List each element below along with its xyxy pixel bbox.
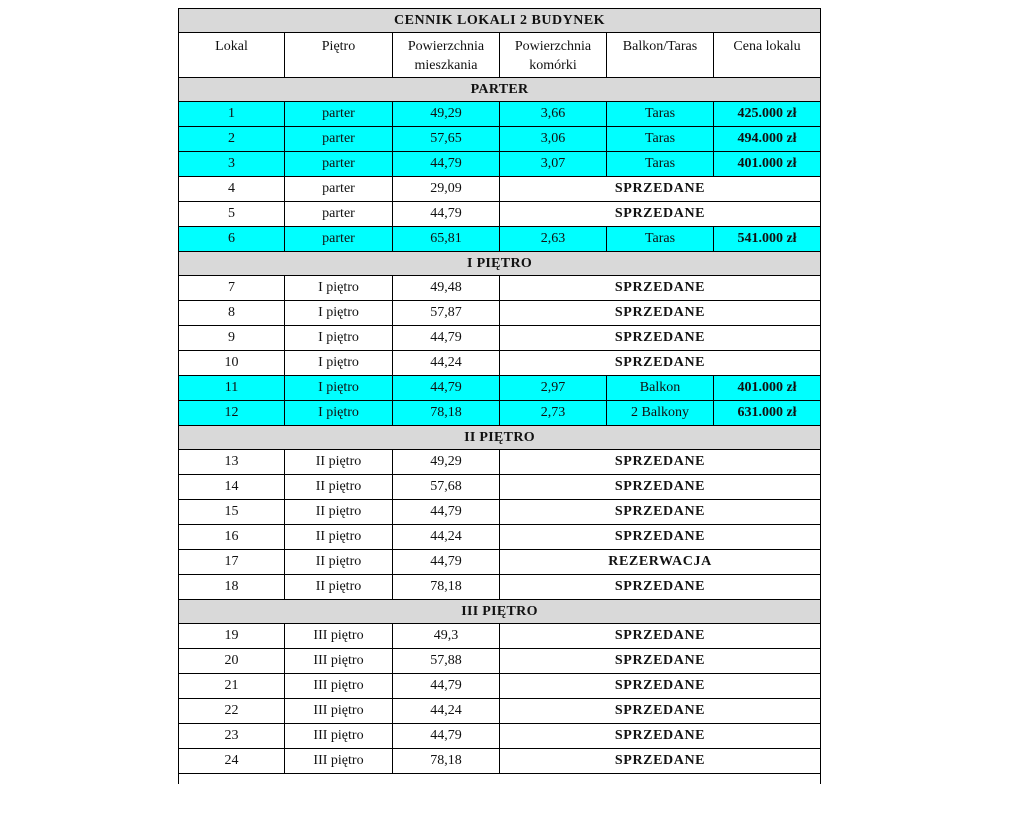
cell-powierzchnia: 44,24 [393,525,500,550]
cell-powierzchnia: 49,48 [393,276,500,301]
cell-lokal: 16 [179,525,285,550]
cell-status: SPRZEDANE [500,326,821,351]
cell-balkon-taras: Taras [607,102,714,127]
available-unit-row [179,152,821,177]
cell-lokal: 9 [179,326,285,351]
cell-status: SPRZEDANE [500,301,821,326]
cell-komorka: 2,73 [500,401,607,426]
cell-powierzchnia: 44,24 [393,699,500,724]
cell-pietro: II piętro [285,550,393,575]
cell-status: SPRZEDANE [500,699,821,724]
cell-status: SPRZEDANE [500,500,821,525]
cell-status: SPRZEDANE [500,276,821,301]
header-text-line: Powierzchnia [514,39,592,54]
cell-status: SPRZEDANE [500,202,821,227]
header-pietro [285,33,393,78]
cell-lokal: 14 [179,475,285,500]
cell-pietro: I piętro [285,351,393,376]
cell-powierzchnia: 44,24 [393,351,500,376]
cell-status: SPRZEDANE [500,649,821,674]
unavailable-unit-row [179,326,821,351]
cell-balkon-taras: Taras [607,152,714,177]
cell-status: REZERWACJA [500,550,821,575]
cell-status: SPRZEDANE [500,749,821,774]
cell-lokal: 21 [179,674,285,699]
unavailable-unit-row [179,177,821,202]
cell-cena: 494.000 zł [714,127,821,152]
section-header-row [179,252,821,276]
cell-powierzchnia: 44,79 [393,202,500,227]
cell-powierzchnia: 44,79 [393,152,500,177]
cell-status: SPRZEDANE [500,624,821,649]
cell-cena: 401.000 zł [714,376,821,401]
cell-pietro: II piętro [285,475,393,500]
cell-komorka: 3,66 [500,102,607,127]
cell-lokal: 15 [179,500,285,525]
table-continuation-cell [179,774,821,785]
unavailable-unit-row [179,575,821,600]
cell-status: SPRZEDANE [500,177,821,202]
header-text-line: mieszkania [414,58,478,73]
cell-lokal: 8 [179,301,285,326]
price-table-body [179,9,821,785]
cell-pietro: III piętro [285,624,393,649]
cell-lokal: 10 [179,351,285,376]
available-unit-row [179,127,821,152]
cell-cena: 631.000 zł [714,401,821,426]
cell-pietro: parter [285,202,393,227]
cell-lokal: 12 [179,401,285,426]
price-table [178,8,821,784]
unavailable-unit-row [179,550,821,575]
available-unit-row [179,227,821,252]
cell-lokal: 22 [179,699,285,724]
section-header-row [179,78,821,102]
cell-pietro: II piętro [285,450,393,475]
available-unit-row [179,102,821,127]
header-balkon-taras [607,33,714,78]
cell-pietro: I piętro [285,376,393,401]
cell-powierzchnia: 44,79 [393,326,500,351]
unavailable-unit-row [179,674,821,699]
cell-balkon-taras: Balkon [607,376,714,401]
cell-pietro: III piętro [285,649,393,674]
cell-powierzchnia: 44,79 [393,376,500,401]
cell-status: SPRZEDANE [500,575,821,600]
cell-pietro: II piętro [285,525,393,550]
cell-lokal: 17 [179,550,285,575]
unavailable-unit-row [179,202,821,227]
cell-lokal: 13 [179,450,285,475]
cell-powierzchnia: 57,88 [393,649,500,674]
unavailable-unit-row [179,699,821,724]
section-label: III PIĘTRO [179,600,821,624]
unavailable-unit-row [179,724,821,749]
available-unit-row [179,401,821,426]
cell-lokal: 2 [179,127,285,152]
cell-pietro: III piętro [285,724,393,749]
cell-pietro: II piętro [285,575,393,600]
unavailable-unit-row [179,624,821,649]
cell-powierzchnia: 57,65 [393,127,500,152]
cell-powierzchnia: 44,79 [393,500,500,525]
section-header-row [179,426,821,450]
cell-pietro: III piętro [285,674,393,699]
cell-komorka: 2,63 [500,227,607,252]
header-powierzchnia-mieszkania [393,33,500,78]
cell-powierzchnia: 29,09 [393,177,500,202]
cell-status: SPRZEDANE [500,724,821,749]
header-powierzchnia-komorki [500,33,607,78]
cell-pietro: parter [285,227,393,252]
cell-lokal: 11 [179,376,285,401]
cell-cena: 401.000 zł [714,152,821,177]
cell-komorka: 3,07 [500,152,607,177]
cell-lokal: 6 [179,227,285,252]
unavailable-unit-row [179,525,821,550]
unavailable-unit-row [179,749,821,774]
section-label: I PIĘTRO [179,252,821,276]
cell-pietro: I piętro [285,326,393,351]
cell-status: SPRZEDANE [500,450,821,475]
cell-cena: 425.000 zł [714,102,821,127]
table-continuation [179,774,821,785]
cell-pietro: parter [285,102,393,127]
section-header-row [179,600,821,624]
available-unit-row [179,376,821,401]
cell-powierzchnia: 44,79 [393,674,500,699]
cell-pietro: parter [285,127,393,152]
cell-lokal: 4 [179,177,285,202]
cell-powierzchnia: 78,18 [393,749,500,774]
cell-status: SPRZEDANE [500,525,821,550]
cell-lokal: 19 [179,624,285,649]
cell-status: SPRZEDANE [500,475,821,500]
cell-status: SPRZEDANE [500,351,821,376]
cell-powierzchnia: 44,79 [393,550,500,575]
cell-pietro: III piętro [285,699,393,724]
header-text-line: Lokal [215,39,248,54]
cell-lokal: 20 [179,649,285,674]
cell-balkon-taras: Taras [607,227,714,252]
header-lokal [179,33,285,78]
cell-pietro: I piętro [285,276,393,301]
unavailable-unit-row [179,351,821,376]
cell-lokal: 18 [179,575,285,600]
cell-powierzchnia: 44,79 [393,724,500,749]
cell-pietro: II piętro [285,500,393,525]
cell-powierzchnia: 65,81 [393,227,500,252]
cell-lokal: 24 [179,749,285,774]
cell-komorka: 3,06 [500,127,607,152]
cell-powierzchnia: 57,87 [393,301,500,326]
cell-lokal: 5 [179,202,285,227]
unavailable-unit-row [179,500,821,525]
header-text-line: komórki [529,58,577,73]
cell-komorka: 2,97 [500,376,607,401]
cell-powierzchnia: 78,18 [393,401,500,426]
unavailable-unit-row [179,475,821,500]
cell-powierzchnia: 49,3 [393,624,500,649]
cell-powierzchnia: 57,68 [393,475,500,500]
cell-powierzchnia: 49,29 [393,102,500,127]
header-text-line: Powierzchnia [407,39,485,54]
cell-pietro: I piętro [285,401,393,426]
cell-powierzchnia: 49,29 [393,450,500,475]
cell-powierzchnia: 78,18 [393,575,500,600]
cell-balkon-taras: 2 Balkony [607,401,714,426]
unavailable-unit-row [179,450,821,475]
column-header-row [179,33,821,78]
unavailable-unit-row [179,301,821,326]
title-row [179,9,821,33]
unavailable-unit-row [179,649,821,674]
cell-lokal: 1 [179,102,285,127]
header-text-line: Piętro [321,39,356,54]
cell-pietro: I piętro [285,301,393,326]
cell-lokal: 7 [179,276,285,301]
header-text-line: Balkon/Taras [622,39,698,54]
header-cena-lokalu [714,33,821,78]
header-text-line: Cena lokalu [733,39,801,54]
cell-pietro: parter [285,177,393,202]
cell-status: SPRZEDANE [500,674,821,699]
section-label: PARTER [179,78,821,102]
cell-pietro: parter [285,152,393,177]
price-list-document [178,8,820,784]
cell-pietro: III piętro [285,749,393,774]
unavailable-unit-row [179,276,821,301]
cell-lokal: 3 [179,152,285,177]
cell-balkon-taras: Taras [607,127,714,152]
cell-cena: 541.000 zł [714,227,821,252]
cell-lokal: 23 [179,724,285,749]
table-title: CENNIK LOKALI 2 BUDYNEK [179,9,821,33]
section-label: II PIĘTRO [179,426,821,450]
